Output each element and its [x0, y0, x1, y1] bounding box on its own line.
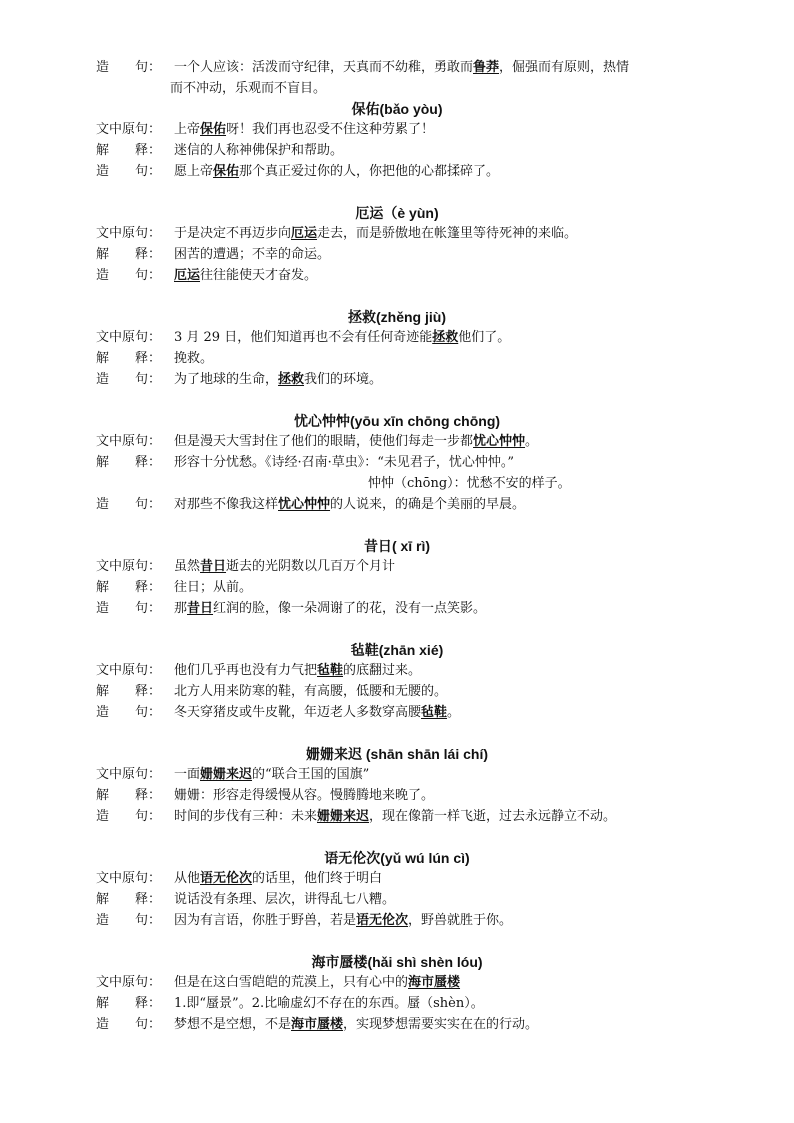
- example-text-post: ，倔强而有原则，热情: [499, 60, 630, 75]
- keyword: 厄运: [174, 268, 201, 283]
- example-text-pre: 一个人应该：活泼而守纪律，天真而不幼稚，勇敢而: [174, 60, 474, 75]
- source-text-post: 走去，而是骄傲地在帐篷里等待死神的来临。: [317, 226, 578, 241]
- entry-heading: [0, 848, 794, 869]
- explanation-line: [96, 578, 754, 598]
- example-text-pre: 对那些不像我这样: [174, 497, 279, 512]
- entry-word: 海市蜃楼: [311, 955, 368, 971]
- source-text-pre: 他们几乎再也没有力气把: [174, 663, 318, 678]
- explanation-text: 困苦的遭遇；不幸的命运。: [174, 247, 331, 262]
- entry-pinyin: (shān shān lái chí): [361, 746, 489, 762]
- source-label: 文中原句：: [96, 767, 162, 782]
- keyword: 拯救: [432, 330, 459, 345]
- example-text-post: ，现在像箭一样飞逝，过去永远静立不动。: [369, 809, 617, 824]
- example-text-post: 红润的脸，像一朵凋谢了的花，没有一点笑影。: [213, 601, 487, 616]
- example-line: [96, 266, 754, 286]
- source-sentence-line: [96, 973, 754, 993]
- keyword: 拯救: [278, 372, 305, 387]
- source-text-post: 。: [525, 434, 539, 449]
- explanation-text: 姗姗：形容走得缓慢从容。慢腾腾地来晚了。: [174, 788, 435, 803]
- entry-pinyin: (bǎo yòu): [379, 101, 443, 117]
- example-text-post: 往往能使天才奋发。: [200, 268, 318, 283]
- source-text-pre: 但是漫天大雪封住了他们的眼睛，使他们每走一步都: [174, 434, 474, 449]
- example-label: 造 句：: [96, 497, 162, 512]
- explanation-line: [96, 453, 754, 473]
- entry-heading: [0, 744, 794, 765]
- entry-pinyin: (zhěng jiù): [376, 309, 446, 325]
- example-text-post: 那个真正爱过你的人，你把他的心都揉碎了。: [239, 164, 500, 179]
- source-sentence-line: [96, 224, 754, 244]
- explanation-line: [96, 890, 754, 910]
- example-text-pre: 冬天穿猪皮或牛皮靴，年迈老人多数穿高腰: [174, 705, 422, 720]
- source-text-post: 的“联合王国的国旗”: [252, 767, 370, 782]
- explanation-text: 往日；从前。: [174, 580, 253, 595]
- explanation-line: [96, 682, 754, 702]
- example-line: [96, 1015, 754, 1035]
- explanation-line: [96, 786, 754, 806]
- keyword: 忧心忡忡: [278, 497, 331, 512]
- source-sentence-line: [96, 661, 754, 681]
- entry-pinyin: （è yùn): [383, 205, 439, 221]
- source-text-pre: 虽然: [174, 559, 201, 574]
- keyword: 鲁莽: [473, 60, 500, 75]
- keyword: 厄运: [291, 226, 318, 241]
- keyword: 姗姗来迟: [317, 809, 370, 824]
- example-label: 造 句：: [96, 60, 162, 75]
- explain-label: 解 释：: [96, 351, 162, 366]
- source-text-post: 呀！我们再也忍受不住这种劳累了！: [226, 122, 435, 137]
- explain-label: 解 释：: [96, 580, 162, 595]
- source-text-pre: 从他: [174, 871, 201, 886]
- keyword: 海市蜃楼: [291, 1017, 344, 1032]
- example-text-post: 的人说来，的确是个美丽的早晨。: [330, 497, 526, 512]
- example-label: 造 句：: [96, 705, 162, 720]
- explanation-line: [96, 141, 754, 161]
- example-line: [96, 807, 754, 827]
- explanation-text: 迷信的人称神佛保护和帮助。: [174, 143, 344, 158]
- entry-word: 昔日: [363, 539, 392, 555]
- example-text-post: 我们的环境。: [304, 372, 383, 387]
- entry-pinyin: (yōu xīn chōng chōng): [349, 413, 501, 429]
- example-line: [96, 911, 754, 931]
- example-line: [96, 703, 754, 723]
- example-text-post: ，实现梦想需要实实在在的行动。: [343, 1017, 539, 1032]
- keyword: 昔日: [187, 601, 214, 616]
- entry-word: 保佑: [351, 102, 380, 118]
- source-label: 文中原句：: [96, 330, 162, 345]
- entry-word: 毡鞋: [350, 643, 379, 659]
- entry-heading: [0, 952, 794, 973]
- source-label: 文中原句：: [96, 226, 162, 241]
- example-text-post: ，野兽就胜于你。: [408, 913, 513, 928]
- entry-heading: [0, 640, 794, 661]
- intro-example-continuation: 而不冲动，乐观而不盲目。: [170, 81, 327, 96]
- entry-heading: [0, 203, 794, 224]
- source-label: 文中原句：: [96, 122, 162, 137]
- source-label: 文中原句：: [96, 975, 162, 990]
- source-text-pre: 但是在这白雪皑皑的荒漠上，只有心中的: [174, 975, 409, 990]
- entry-pinyin: ( xī rì): [391, 538, 431, 554]
- keyword: 语无伦次: [200, 871, 253, 886]
- example-line: [96, 162, 754, 182]
- explain-label: 解 释：: [96, 996, 162, 1011]
- keyword: 保佑: [213, 164, 240, 179]
- keyword: 昔日: [200, 559, 227, 574]
- keyword: 忧心忡忡: [473, 434, 526, 449]
- source-label: 文中原句：: [96, 559, 162, 574]
- source-text-pre: 一面: [174, 767, 201, 782]
- entry-pinyin: (yǔ wú lún cì): [380, 850, 470, 866]
- source-sentence-line: [96, 120, 754, 140]
- source-label: 文中原句：: [96, 871, 162, 886]
- source-sentence-line: [96, 432, 754, 452]
- keyword: 语无伦次: [356, 913, 409, 928]
- source-sentence-line: [96, 869, 754, 889]
- example-text-pre: 为了地球的生命，: [174, 372, 279, 387]
- example-label: 造 句：: [96, 601, 162, 616]
- keyword: 姗姗来迟: [200, 767, 253, 782]
- example-line: [96, 495, 754, 515]
- keyword: 保佑: [200, 122, 227, 137]
- entry-word: 语无伦次: [324, 851, 381, 867]
- example-text-pre: 梦想不是空想，不是: [174, 1017, 292, 1032]
- source-label: 文中原句：: [96, 434, 162, 449]
- example-label: 造 句：: [96, 372, 162, 387]
- explanation-line: [96, 994, 754, 1014]
- entry-heading: [0, 307, 794, 328]
- source-text-pre: 3 月 29 日，他们知道再也不会有任何奇迹能: [174, 330, 433, 345]
- example-label: 造 句：: [96, 268, 162, 283]
- source-label: 文中原句：: [96, 663, 162, 678]
- source-text-post: 的话里，他们终于明白: [252, 871, 383, 886]
- entry-word: 姗姗来迟: [305, 747, 362, 763]
- example-text-post: 。: [447, 705, 461, 720]
- explanation-line: [96, 349, 754, 369]
- example-line: [96, 599, 754, 619]
- example-text-pre: 时间的步伐有三种：未来: [174, 809, 318, 824]
- source-text-pre: 上帝: [174, 122, 201, 137]
- explain-label: 解 释：: [96, 892, 162, 907]
- keyword: 海市蜃楼: [408, 975, 461, 990]
- keyword: 毡鞋: [317, 663, 344, 678]
- entry-heading: [0, 411, 794, 432]
- entry-heading: [0, 536, 794, 557]
- source-sentence-line: [96, 328, 754, 348]
- explanation-text: 形容十分忧愁。《诗经·召南·草虫》：“未见君子，忧心忡忡。”: [174, 455, 515, 470]
- example-label: 造 句：: [96, 1017, 162, 1032]
- example-line: [96, 370, 754, 390]
- keyword: 毡鞋: [421, 705, 448, 720]
- explanation-line: [96, 245, 754, 265]
- source-text-post: 逝去的光阴数以几百万个月计: [226, 559, 396, 574]
- example-label: 造 句：: [96, 164, 162, 179]
- source-text-post: 他们了。: [458, 330, 511, 345]
- entry-word: 拯救: [348, 310, 376, 326]
- explain-label: 解 释：: [96, 247, 162, 262]
- example-text-pre: 那: [174, 601, 188, 616]
- source-text-pre: 于是决定不再迈步向: [174, 226, 292, 241]
- explanation-extra-line: 忡忡（chōng）：忧愁不安的样子。: [368, 476, 571, 491]
- explanation-text: 1.即“蜃景”。2.比喻虚幻不存在的东西。蜃（shèn）。: [174, 996, 484, 1011]
- example-label: 造 句：: [96, 913, 162, 928]
- entry-pinyin: (zhān xié): [378, 642, 444, 658]
- example-text-pre: 愿上帝: [174, 164, 214, 179]
- explanation-text: 北方人用来防寒的鞋，有高腰，低腰和无腰的。: [174, 684, 448, 699]
- example-text-pre: 因为有言语，你胜于野兽，若是: [174, 913, 357, 928]
- explain-label: 解 释：: [96, 143, 162, 158]
- explain-label: 解 释：: [96, 788, 162, 803]
- source-text-post: 的底翻过来。: [343, 663, 422, 678]
- entry-heading: [0, 99, 794, 120]
- explain-label: 解 释：: [96, 455, 162, 470]
- example-label: 造 句：: [96, 809, 162, 824]
- explain-label: 解 释：: [96, 684, 162, 699]
- explanation-text: 挽救。: [174, 351, 214, 366]
- source-sentence-line: [96, 557, 754, 577]
- explanation-text: 说话没有条理、层次，讲得乱七八糟。: [174, 892, 396, 907]
- entry-pinyin: (hǎi shì shèn lóu): [367, 954, 483, 970]
- entry-word: 厄运: [355, 206, 384, 222]
- intro-example-line: [96, 58, 754, 78]
- source-sentence-line: [96, 765, 754, 785]
- entry-word: 忧心忡忡: [293, 414, 350, 430]
